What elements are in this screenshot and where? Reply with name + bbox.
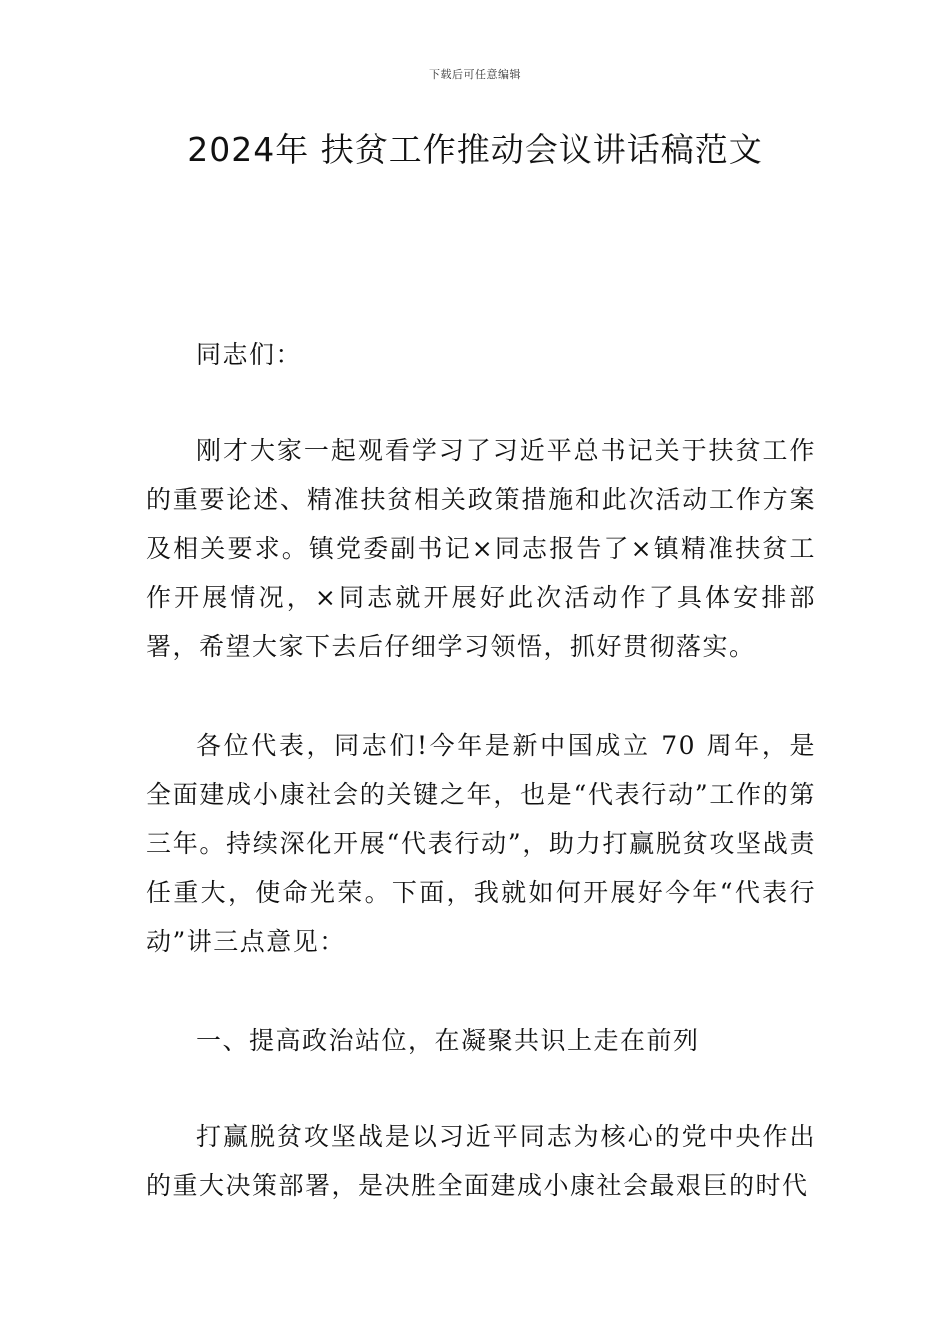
greeting: 同志们： [196,340,303,369]
paragraph-3: 打赢脱贫攻坚战是以习近平同志为核心的党中央作出的重大决策部署，是决胜全面建成小康社会最艰巨的时代 [146,1122,816,1200]
paragraph-2: 各位代表，同志们!今年是新中国成立 70 周年，是全面建成小康社会的关键之年，也是“代表行动”工作的第三年。持续深化开展“代表行动”，助力打赢脱贫攻坚战责任重大，使命光荣。下面，我就如何开展好今年“代表行动”讲三点意见： [146,731,816,956]
section-heading-1: 一、提高政治站位，在凝聚共识上走在前列 [196,1026,700,1055]
document-title: 2024年 扶贫工作推动会议讲话稿范文 [187,130,763,169]
paragraph-1: 刚才大家一起观看学习了习近平总书记关于扶贫工作的重要论述、精准扶贫相关政策措施和此次活动工作方案及相关要求。镇党委副书记×同志报告了×镇精准扶贫工作开展情况，×同志就开展好此次活动作了具体安排部署，希望大家下去后仔细学习领悟，抓好贯彻落实。 [146,436,816,661]
header-note: 下载后可任意编辑 [429,68,521,81]
